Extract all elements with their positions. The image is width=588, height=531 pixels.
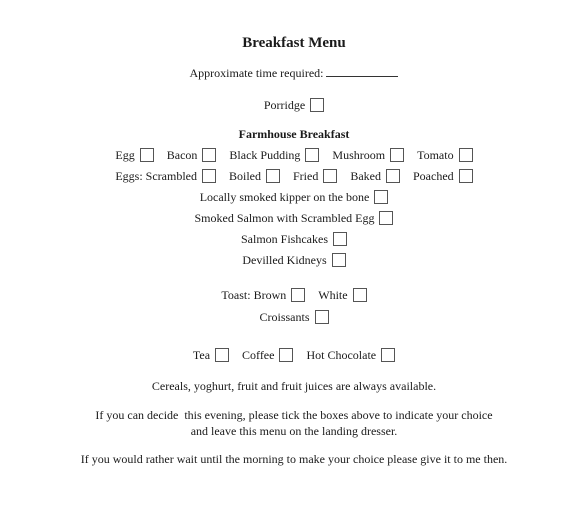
scrambled-option — [115, 168, 216, 184]
tea-option — [193, 347, 229, 363]
mushroom-option — [332, 147, 404, 163]
kidneys-label: Devilled Kidneys — [242, 253, 327, 267]
availability-note: Cereals, yoghurt, fruit and fruit juices are always available. — [151, 379, 437, 393]
tea-label: Tea — [192, 348, 211, 362]
croissants-row — [0, 309, 588, 325]
fishcakes-checkbox[interactable] — [333, 232, 347, 246]
decide-note-line-1: If you can decide this evening, please tick the boxes above to indicate your choice — [95, 408, 493, 422]
porridge-checkbox[interactable] — [310, 98, 324, 112]
black-pudding-option — [229, 147, 319, 163]
croissants-label: Croissants — [259, 310, 310, 324]
kidneys-row — [0, 252, 588, 268]
smoked-salmon-option — [195, 210, 394, 226]
smoked-salmon-checkbox[interactable] — [379, 211, 393, 225]
farmhouse-row-2 — [0, 168, 588, 184]
baked-label: Baked — [350, 169, 381, 183]
black-pudding-checkbox[interactable] — [305, 148, 319, 162]
hot-chocolate-label: Hot Chocolate — [306, 348, 377, 362]
page-title: Breakfast Menu — [242, 35, 346, 51]
tomato-option — [417, 147, 473, 163]
toast-row — [0, 287, 588, 303]
egg-label: Egg — [115, 148, 135, 162]
coffee-checkbox[interactable] — [279, 348, 293, 362]
baked-checkbox[interactable] — [386, 169, 400, 183]
kipper-checkbox[interactable] — [374, 190, 388, 204]
farmhouse-heading: Farmhouse Breakfast — [238, 127, 350, 141]
baked-option — [350, 168, 400, 184]
tea-checkbox[interactable] — [215, 348, 229, 362]
kipper-option — [200, 189, 389, 205]
toast-white-option — [318, 287, 366, 303]
toast-white-checkbox[interactable] — [353, 288, 367, 302]
decide-note-line-2: and leave this menu on the landing dresser. — [190, 424, 398, 438]
boiled-label: Boiled — [229, 169, 261, 183]
toast-brown-label: Toast: Brown — [221, 288, 287, 302]
mushroom-label: Mushroom — [332, 148, 386, 162]
coffee-option — [242, 347, 293, 363]
fishcakes-option — [241, 231, 347, 247]
poached-option — [413, 168, 473, 184]
bacon-option — [167, 147, 217, 163]
toast-brown-option — [221, 287, 305, 303]
hot-chocolate-checkbox[interactable] — [381, 348, 395, 362]
toast-white-label: White — [318, 288, 348, 302]
time-required-row — [0, 65, 588, 81]
kipper-label: Locally smoked kipper on the bone — [199, 190, 370, 204]
porridge-label: Porridge — [263, 98, 306, 112]
croissants-option — [259, 309, 328, 325]
smoked-salmon-label: Smoked Salmon with Scrambled Egg — [194, 211, 375, 225]
farmhouse-row-1 — [0, 147, 588, 163]
porridge-row — [0, 97, 588, 113]
drinks-row — [0, 347, 588, 363]
morning-note: If you would rather wait until the morning to make your choice please give it to me then. — [80, 452, 508, 466]
fried-checkbox[interactable] — [323, 169, 337, 183]
fried-option — [293, 168, 337, 184]
black-pudding-label: Black Pudding — [229, 148, 301, 162]
smoked-salmon-row — [0, 210, 588, 226]
boiled-option — [229, 168, 280, 184]
kidneys-checkbox[interactable] — [332, 253, 346, 267]
boiled-checkbox[interactable] — [266, 169, 280, 183]
scrambled-label: Eggs: Scrambled — [115, 169, 197, 183]
coffee-label: Coffee — [242, 348, 275, 362]
fried-label: Fried — [293, 169, 319, 183]
toast-brown-checkbox[interactable] — [291, 288, 305, 302]
time-required-field[interactable] — [326, 65, 398, 77]
bacon-checkbox[interactable] — [202, 148, 216, 162]
poached-checkbox[interactable] — [459, 169, 473, 183]
poached-label: Poached — [413, 169, 454, 183]
time-required-label: Approximate time required: — [189, 66, 324, 80]
fishcakes-label: Salmon Fishcakes — [241, 232, 328, 246]
bacon-label: Bacon — [166, 148, 198, 162]
tomato-checkbox[interactable] — [459, 148, 473, 162]
kidneys-option — [242, 252, 345, 268]
scrambled-checkbox[interactable] — [202, 169, 216, 183]
egg-option — [115, 147, 153, 163]
egg-checkbox[interactable] — [140, 148, 154, 162]
fishcakes-row — [0, 231, 588, 247]
kipper-row — [0, 189, 588, 205]
hot-chocolate-option — [306, 347, 395, 363]
tomato-label: Tomato — [417, 148, 454, 162]
porridge-option — [264, 97, 324, 113]
mushroom-checkbox[interactable] — [390, 148, 404, 162]
croissants-checkbox[interactable] — [315, 310, 329, 324]
